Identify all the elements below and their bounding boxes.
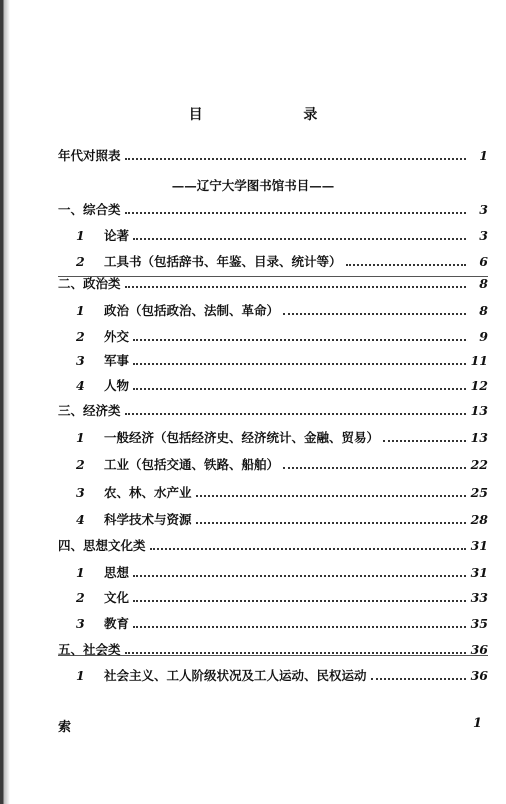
toc-entry-text: 三、经济类	[58, 403, 121, 418]
toc-entry-1[interactable]	[58, 198, 488, 218]
footer-index-char: 索	[58, 720, 72, 735]
dot-leader	[383, 440, 466, 442]
dot-leader	[150, 548, 466, 550]
toc-entry-number: 2	[76, 329, 85, 344]
toc-entry-12[interactable]	[76, 481, 488, 501]
toc-entry-number: 1	[76, 228, 85, 243]
toc-entry-number: 3	[76, 353, 85, 368]
dot-leader	[196, 522, 466, 524]
toc-entry-0[interactable]	[58, 144, 488, 164]
toc-entry-number: 1	[76, 430, 85, 445]
dot-leader	[125, 212, 466, 214]
toc-entry-text: 一般经济（包括经济史、经济统计、金融、贸易）	[104, 430, 380, 445]
dot-leader	[125, 286, 466, 288]
toc-entry-text: 工具书（包括辞书、年鉴、目录、统计等）	[104, 254, 342, 269]
toc-entry-number: 2	[76, 457, 85, 472]
toc-entry-page: 36	[470, 642, 488, 657]
toc-entry-page: 9	[479, 329, 488, 344]
toc-entry-page: 36	[470, 668, 488, 683]
toc-entry-number: 4	[76, 378, 85, 393]
toc-entry-page: 11	[470, 353, 488, 368]
toc-entry-11[interactable]	[76, 453, 488, 473]
toc-entry-page: 8	[479, 303, 488, 318]
toc-entry-16[interactable]	[76, 586, 488, 606]
toc-entry-text: 政治（包括政治、法制、革命）	[104, 303, 280, 318]
toc-entry-text: 四、思想文化类	[58, 538, 146, 553]
toc-entry-page: 12	[470, 378, 488, 393]
footer-page-number: 1	[472, 716, 482, 731]
toc-entry-page: 8	[479, 276, 488, 291]
toc-entry-4[interactable]	[58, 272, 488, 292]
toc-entry-text: 年代对照表	[58, 148, 121, 163]
toc-entry-page: 13	[470, 430, 488, 445]
toc-entry-19[interactable]	[76, 664, 488, 684]
library-catalog-heading: ——辽宁大学图书馆书目——	[171, 178, 335, 193]
toc-entry-text: 军事	[104, 353, 130, 368]
toc-entry-page: 3	[479, 202, 488, 217]
toc-entry-number: 2	[76, 590, 85, 605]
dot-leader	[346, 264, 466, 266]
toc-entry-6[interactable]	[76, 325, 488, 345]
toc-entry-page: 13	[470, 403, 488, 418]
toc-entry-3[interactable]	[76, 250, 488, 270]
toc-entry-18[interactable]	[58, 638, 488, 658]
toc-entry-number: 1	[76, 565, 85, 580]
toc-entry-number: 3	[76, 616, 85, 631]
toc-entry-text: 教育	[104, 616, 130, 631]
toc-entry-page: 35	[470, 616, 488, 631]
toc-entry-number: 2	[76, 254, 85, 269]
toc-entry-page: 31	[470, 538, 488, 553]
toc-entry-14[interactable]	[58, 534, 488, 554]
dot-leader	[371, 678, 466, 680]
toc-entry-page: 6	[479, 254, 488, 269]
dot-leader	[283, 313, 466, 315]
toc-entry-text: 二、政治类	[58, 276, 121, 291]
toc-entry-number: 3	[76, 485, 85, 500]
dot-leader	[133, 626, 466, 628]
toc-entry-page: 28	[470, 512, 488, 527]
dot-leader	[125, 158, 466, 160]
toc-entry-15[interactable]	[76, 561, 488, 581]
toc-entry-text: 思想	[104, 565, 130, 580]
toc-entry-page: 31	[470, 565, 488, 580]
toc-entry-8[interactable]	[76, 374, 488, 394]
dot-leader	[133, 388, 466, 390]
toc-entry-text: 人物	[104, 378, 130, 393]
toc-entry-number: 1	[76, 303, 85, 318]
dot-leader	[133, 339, 466, 341]
toc-entry-text: 文化	[104, 590, 130, 605]
toc-entry-text: 农、林、水产业	[104, 485, 192, 500]
toc-entry-page: 25	[470, 485, 488, 500]
toc-entry-text: 外交	[104, 329, 130, 344]
page-title: 目 录	[188, 107, 366, 123]
toc-entry-page: 3	[479, 228, 488, 243]
toc-entry-text: 工业（包括交通、铁路、船舶）	[104, 457, 280, 472]
toc-entry-text: 五、社会类	[58, 642, 121, 657]
toc-entry-9[interactable]	[58, 399, 488, 419]
dot-leader	[283, 467, 466, 469]
dot-leader	[133, 575, 466, 577]
toc-entry-5[interactable]	[76, 299, 488, 319]
toc-entry-10[interactable]	[76, 426, 488, 446]
dot-leader	[125, 652, 466, 654]
toc-entry-page: 33	[470, 590, 488, 605]
toc-entry-13[interactable]	[76, 508, 488, 528]
toc-entry-number: 1	[76, 668, 85, 683]
toc-entry-17[interactable]	[76, 612, 488, 632]
dot-leader	[133, 363, 466, 365]
toc-entry-text: 科学技术与资源	[104, 512, 192, 527]
toc-entry-page: 1	[479, 148, 488, 163]
toc-entry-2[interactable]	[76, 224, 488, 244]
toc-entry-text: 社会主义、工人阶级状况及工人运动、民权运动	[104, 668, 367, 683]
toc-entry-page: 22	[470, 457, 488, 472]
dot-leader	[196, 495, 466, 497]
dot-leader	[133, 600, 466, 602]
toc-entry-text: 论著	[104, 228, 130, 243]
toc-entry-text: 一、综合类	[58, 202, 121, 217]
dot-leader	[125, 413, 466, 415]
dot-leader	[133, 238, 466, 240]
toc-entry-7[interactable]	[76, 349, 488, 369]
toc-entry-number: 4	[76, 512, 85, 527]
